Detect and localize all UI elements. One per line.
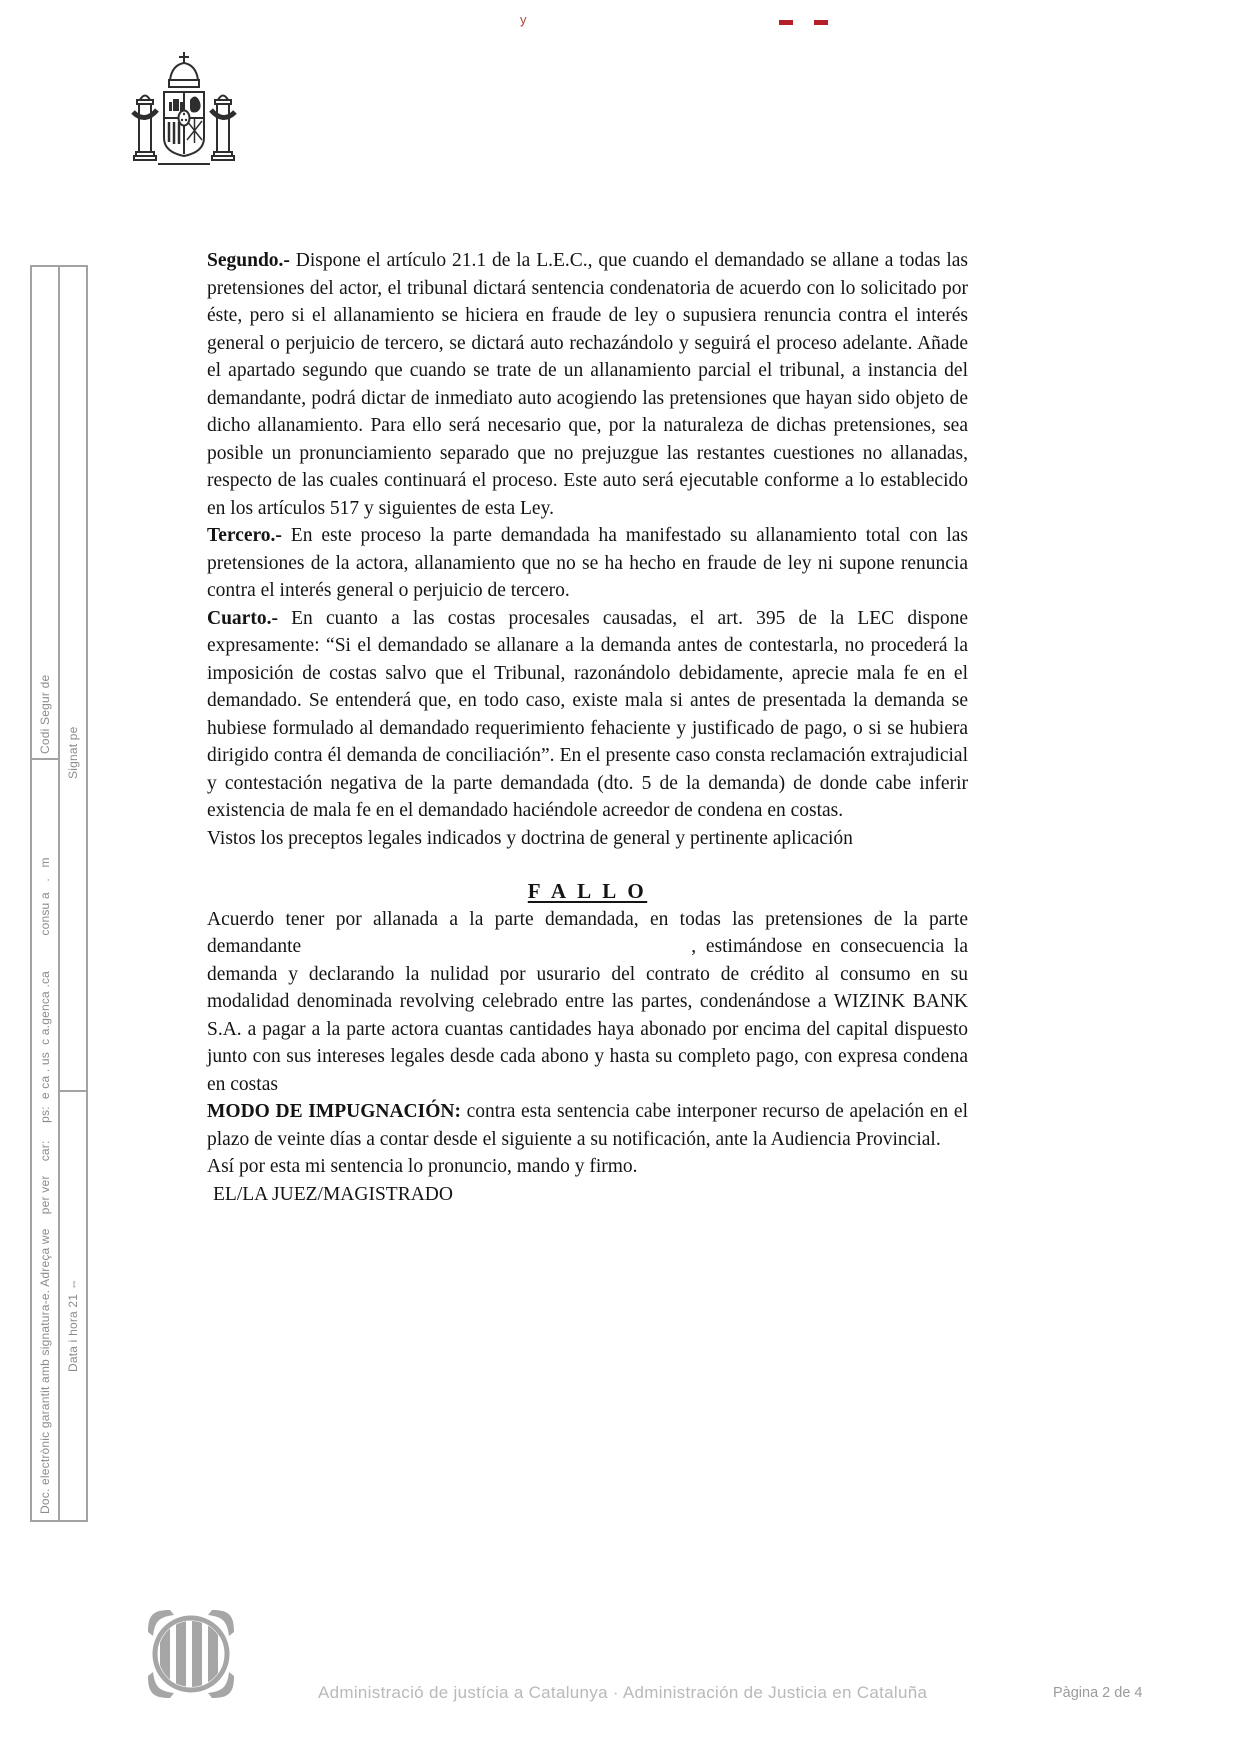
page-number: Pàgina 2 de 4 (1053, 1685, 1143, 1701)
paragraph-lead: Cuarto.- (207, 607, 278, 629)
paragraph-judge-signature (207, 1181, 968, 1209)
paragraph-text: EL/LA JUEZ/MAGISTRADO (213, 1183, 453, 1205)
csv-label: Codi Segur de (38, 674, 52, 754)
paragraph-vistos (207, 825, 968, 853)
signed-by-label: Signat pe (66, 726, 80, 779)
paragraph-fallo-ruling (207, 906, 968, 1099)
paragraph-text: En este proceso la parte demandada ha manifestado su allanamiento total con las pretensiones de la actora, allanamiento que no se ha hecho en fraude de ley ni supone renuncia contra el interés general o perjuicio de tercero. (207, 525, 968, 601)
paragraph-closing (207, 1153, 968, 1181)
paragraph-text: Dispone el artículo 21.1 de la L.E.C., que cuando el demandado se allane a todas las pretensiones del actor, el tribunal dictará sentencia condenatoria de acuerdo con lo solicitado por éste, pero si el allanamiento se hiciera en fraude de ley o supusiera renuncia contra el interés general o perjuicio de tercero, se dictará auto rechazándolo y seguirá el proceso adelante. Añade el apartado segundo que cuando se trate de un allanamiento parcial el tribunal, a instancia del demandante, podrá dictar de inmediato auto acogiendo las pretensiones que hayan sido objeto de dicho allanamiento. Para ello será necesario que, por la naturaleza de dichas pretensiones, sea posible un pronunciamiento separado que no prejuzgue las restantes cuestiones no allanadas, respecto de las cuales continuará el proceso. Este auto será ejecutable conforme a lo establecido en los artículos 517 y siguientes de esta Ley. (207, 250, 968, 519)
judgment-text (207, 247, 968, 1208)
spain-coat-of-arms-icon (128, 50, 240, 193)
paragraph-tercero (207, 522, 968, 605)
paragraph-modo-impugnacion (207, 1098, 968, 1153)
redacted-name-gap (301, 951, 691, 952)
red-dash-icon (779, 20, 793, 25)
paragraph-lead: Tercero.- (207, 525, 282, 546)
datetime-label: Data i hora 21 ⇔ (66, 1278, 80, 1372)
paragraph-text: En cuanto a las costas procesales causadas, el art. 395 de la LEC dispone expresamente: “Si el demandado se allanare a la demanda antes de contestarla, no procederá la imposición de costas salvo que el Tribunal, razonándolo debidamente, aprecie mala fe en el demandado. Se entenderá que, en todo caso, existe mala si antes de presentada la demanda se hubiese formulado al demandado requerimiento fehaciente y justificado de pago, o si se hubiera dirigido contra él demanda de conciliación”. En el presente caso consta reclamación extrajudicial y contestación negativa de la parte demandada (dto. 5 de la demanda) de donde cabe inferir existencia de mala fe en el demandado haciéndole acreedor de condena en costas. (207, 607, 968, 821)
stray-y-mark: y (520, 12, 527, 27)
paragraph-text: contra esta sentencia cabe interponer recurso de apelación en el plazo de veinte días a contar desde el siguiente a su notificación, ante la Audiencia Provincial. (207, 1101, 968, 1150)
signature-margin-signedby-cell (58, 265, 88, 1092)
fallo-text-before-redaction: Acuerdo tener por allanada a la parte demandada, en todas las pretensiones de la parte demandante (207, 908, 968, 957)
fallo-text-after-redaction: , estimándose en consecuencia la demanda y declarando la nulidad por usurario del contrato de crédito al consumo en su modalidad denominada revolving celebrado entre las partes, condenándose a WIZINK BANK S.A. a pagar a la parte actora cuantas cantidades haya abonado por encima del capital dispuesto junto con sus intereses legales desde cada abono y hasta su completo pago, con expresa condena en costas (207, 936, 968, 1095)
doc-verification-line: Doc. electrònic garantit amb signatura-e. Adreça we per ver car: ps: e ca . us c a.genca .ca consu a . m (38, 857, 52, 1514)
paragraph-text: Así por esta mi sentencia lo pronuncio, mando y firmo. (207, 1156, 638, 1177)
paragraph-lead: Segundo.- (207, 250, 290, 271)
paragraph-lead: MODO DE IMPUGNACIÓN: (207, 1101, 461, 1122)
fallo-heading: F A L L O (527, 879, 648, 903)
red-dash-icon (814, 20, 828, 25)
paragraph-cuarto (207, 605, 968, 825)
paragraph-text: Vistos los preceptos legales indicados y doctrina de general y pertinente aplicación (207, 827, 853, 849)
footer-administration-text: Administració de justícia a Catalunya · Administración de Justicia en Cataluña (318, 1683, 928, 1702)
catalonia-generalitat-seal-icon (144, 1606, 238, 1708)
paragraph-segundo (207, 247, 968, 522)
